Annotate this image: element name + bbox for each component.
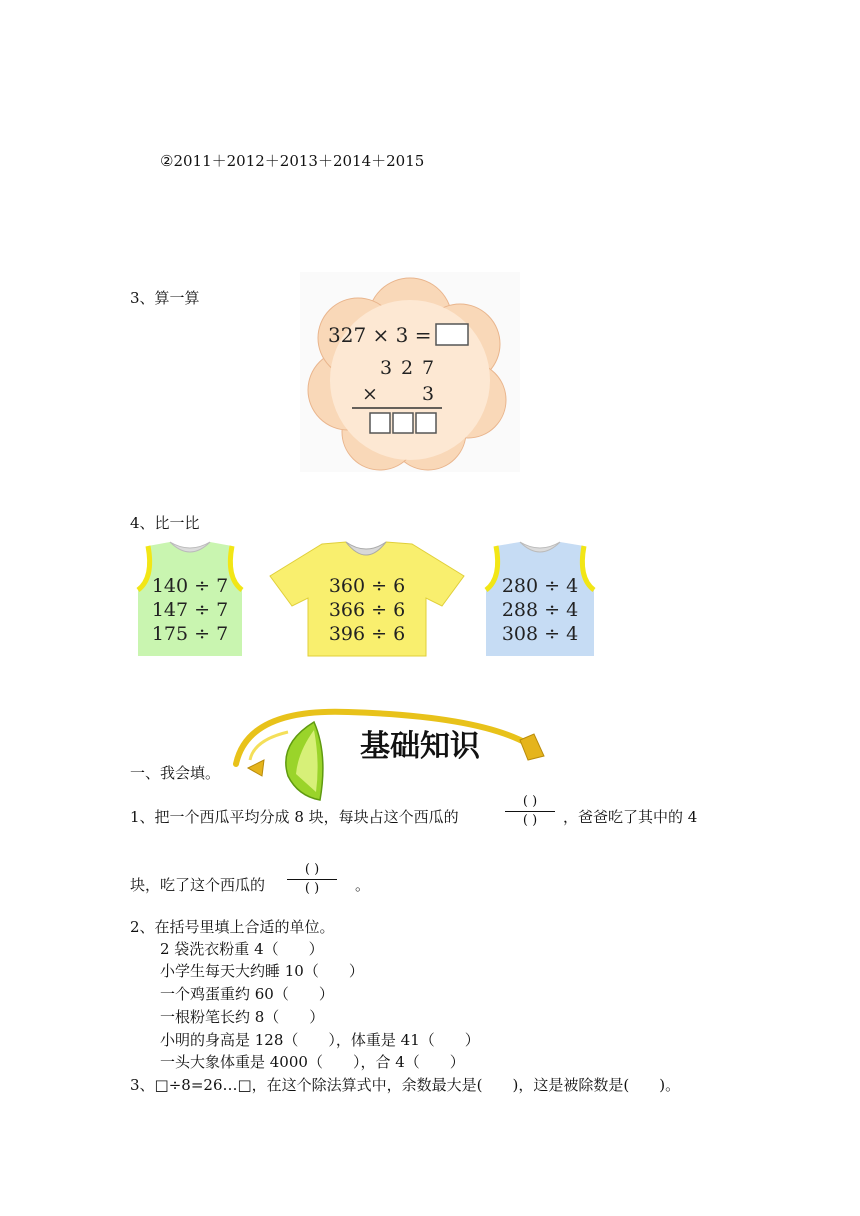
shirt-2-line-2: 366 ÷ 6 [328,599,406,621]
unit-item: 一头大象体重是 4000（ ），合 4（ ） [160,1053,465,1071]
fraction-blank-1[interactable] [505,794,555,829]
question-4-title: 4、比一比 [130,514,200,532]
shirt-3-line-1: 280 ÷ 4 [501,575,579,597]
basic-knowledge-banner [228,704,550,804]
tassel-icon [520,734,544,760]
problem-2-title: 2、在括号里填上合适的单位。 [130,918,335,936]
shirt-2-line-1: 360 ÷ 6 [328,575,406,597]
problem-1-text-d: 。 [355,876,371,894]
problem-1-text-b: ，爸爸吃了其中的 4 [563,808,698,826]
flower-equation: 327 × 3 = [328,323,432,347]
fraction-blank-2[interactable] [287,862,337,897]
shirt-3 [478,540,602,658]
answer-digit-box[interactable] [416,413,436,433]
shirt-2-line-3: 396 ÷ 6 [328,623,406,645]
unit-item: 一个鸡蛋重约 60（ ） [160,985,334,1003]
unit-item: 2 袋洗衣粉重 4（ ） [160,940,324,958]
top-digit-2: 2 [401,357,414,379]
shirt-3-line-2: 288 ÷ 4 [501,599,579,621]
answer-digit-box[interactable] [393,413,413,433]
shirt-1-line-2: 147 ÷ 7 [151,599,229,621]
shirt-1-line-1: 140 ÷ 7 [151,575,229,597]
fraction-numerator: ( ) [522,794,538,809]
multiplier: 3 [422,383,435,405]
fraction-denominator: ( ) [304,881,320,896]
fraction-denominator: ( ) [522,813,538,828]
section-1-title: 一、我会填。 [130,764,221,782]
times-sign: × [362,383,378,405]
shirt-2 [266,540,468,658]
unit-item: 小学生每天大约睡 10（ ） [160,962,364,980]
top-digit-1: 3 [380,357,393,379]
answer-digit-box[interactable] [370,413,390,433]
question-3-title: 3、算一算 [130,289,200,307]
unit-item: 一根粉笔长约 8（ ） [160,1008,325,1026]
flower-illustration [300,272,520,472]
shirt-1-line-3: 175 ÷ 7 [151,623,229,645]
top-digit-3: 7 [422,357,435,379]
answer-box[interactable] [436,324,468,345]
problem-3: 3、□÷8=26…□，在这个除法算式中，余数最大是( )，这是被除数是( )。 [130,1076,681,1094]
banner-title: 基础知识 [360,729,480,764]
fraction-numerator: ( ) [304,862,320,877]
problem-1-text-c: 块，吃了这个西瓜的 [130,876,266,894]
expression-2: ②2011＋2012＋2013＋2014＋2015 [160,152,425,170]
shirt-3-line-3: 308 ÷ 4 [501,623,579,645]
shirt-1 [130,540,250,658]
unit-item: 小明的身高是 128（ ），体重是 41（ ） [160,1031,480,1049]
problem-1-text-a: 1、把一个西瓜平均分成 8 块，每块占这个西瓜的 [130,808,459,826]
